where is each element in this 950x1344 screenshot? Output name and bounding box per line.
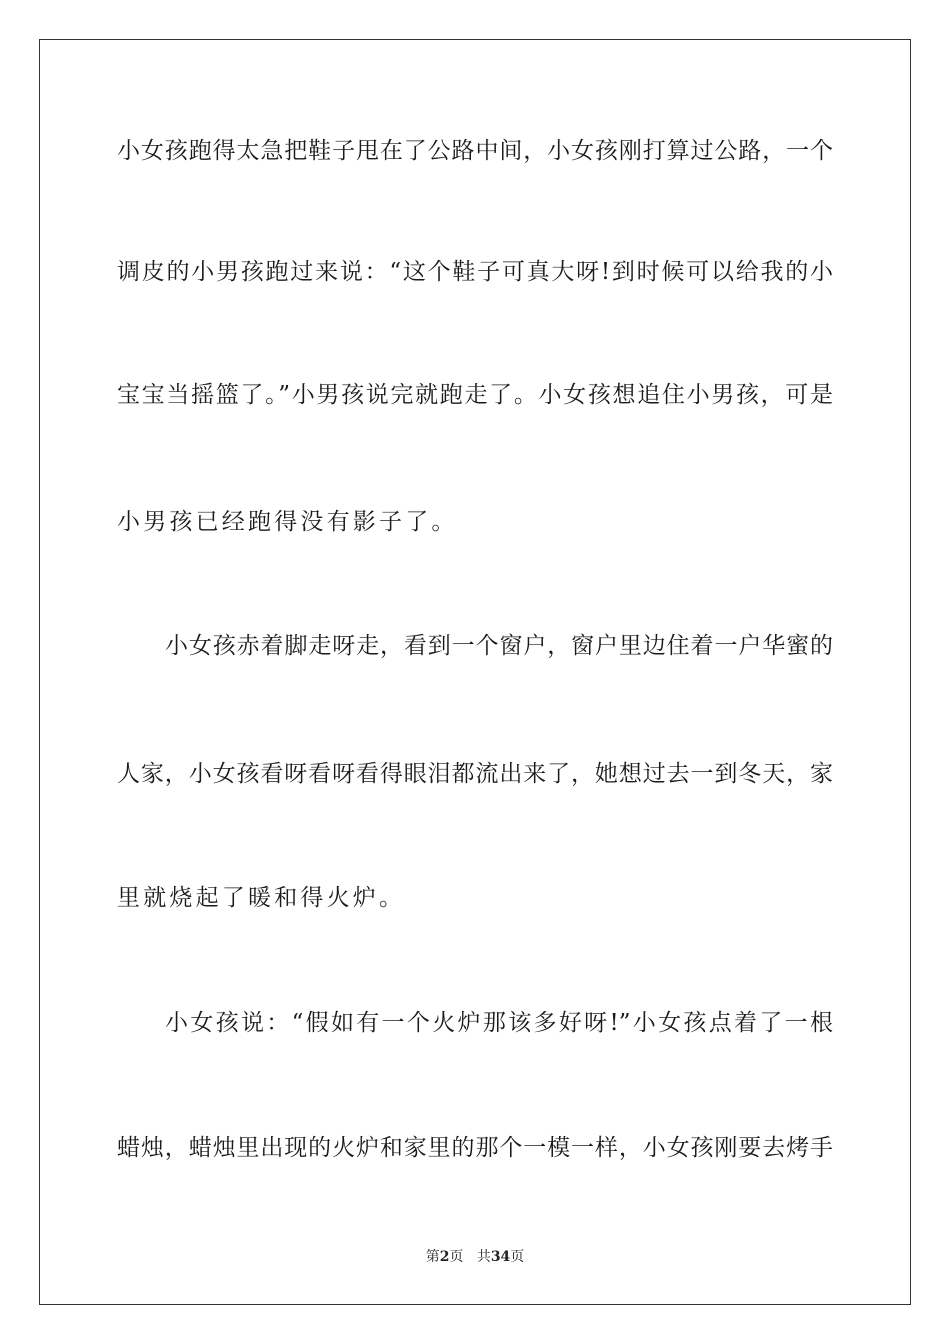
text-line-4: 小男孩已经跑得没有影子了。 — [117, 509, 458, 535]
text-line-7: 里就烧起了暖和得火炉。 — [117, 885, 406, 911]
page-border — [39, 39, 911, 1305]
footer-total-pages: 34 — [490, 1249, 511, 1265]
footer-total-suffix: 页 — [510, 1249, 525, 1265]
text-line-8: 小女孩说：“假如有一个火炉那该多好呀!”小女孩点着了一根 — [165, 1010, 833, 1036]
text-line-5: 小女孩赤着脚走呀走，看到一个窗户，窗户里边住着一户华蜜的 — [165, 633, 833, 659]
page-footer — [0, 1248, 950, 1266]
text-line-2: 调皮的小男孩跑过来说：“这个鞋子可真大呀!到时候可以给我的小 — [117, 259, 833, 285]
text-line-3: 宝宝当摇篮了。”小男孩说完就跑走了。小女孩想追住小男孩，可是 — [117, 382, 833, 408]
text-line-6: 人家，小女孩看呀看呀看得眼泪都流出来了，她想过去一到冬天，家 — [117, 761, 833, 787]
text-line-1: 小女孩跑得太急把鞋子甩在了公路中间，小女孩刚打算过公路，一个 — [117, 138, 833, 164]
footer-page-number: 2 — [439, 1249, 450, 1265]
footer-page-suffix: 页 — [449, 1249, 464, 1265]
footer-page-prefix: 第 — [425, 1249, 440, 1265]
footer-total-prefix: 共 — [476, 1249, 491, 1265]
text-line-9: 蜡烛，蜡烛里出现的火炉和家里的那个一模一样，小女孩刚要去烤手 — [117, 1135, 833, 1161]
